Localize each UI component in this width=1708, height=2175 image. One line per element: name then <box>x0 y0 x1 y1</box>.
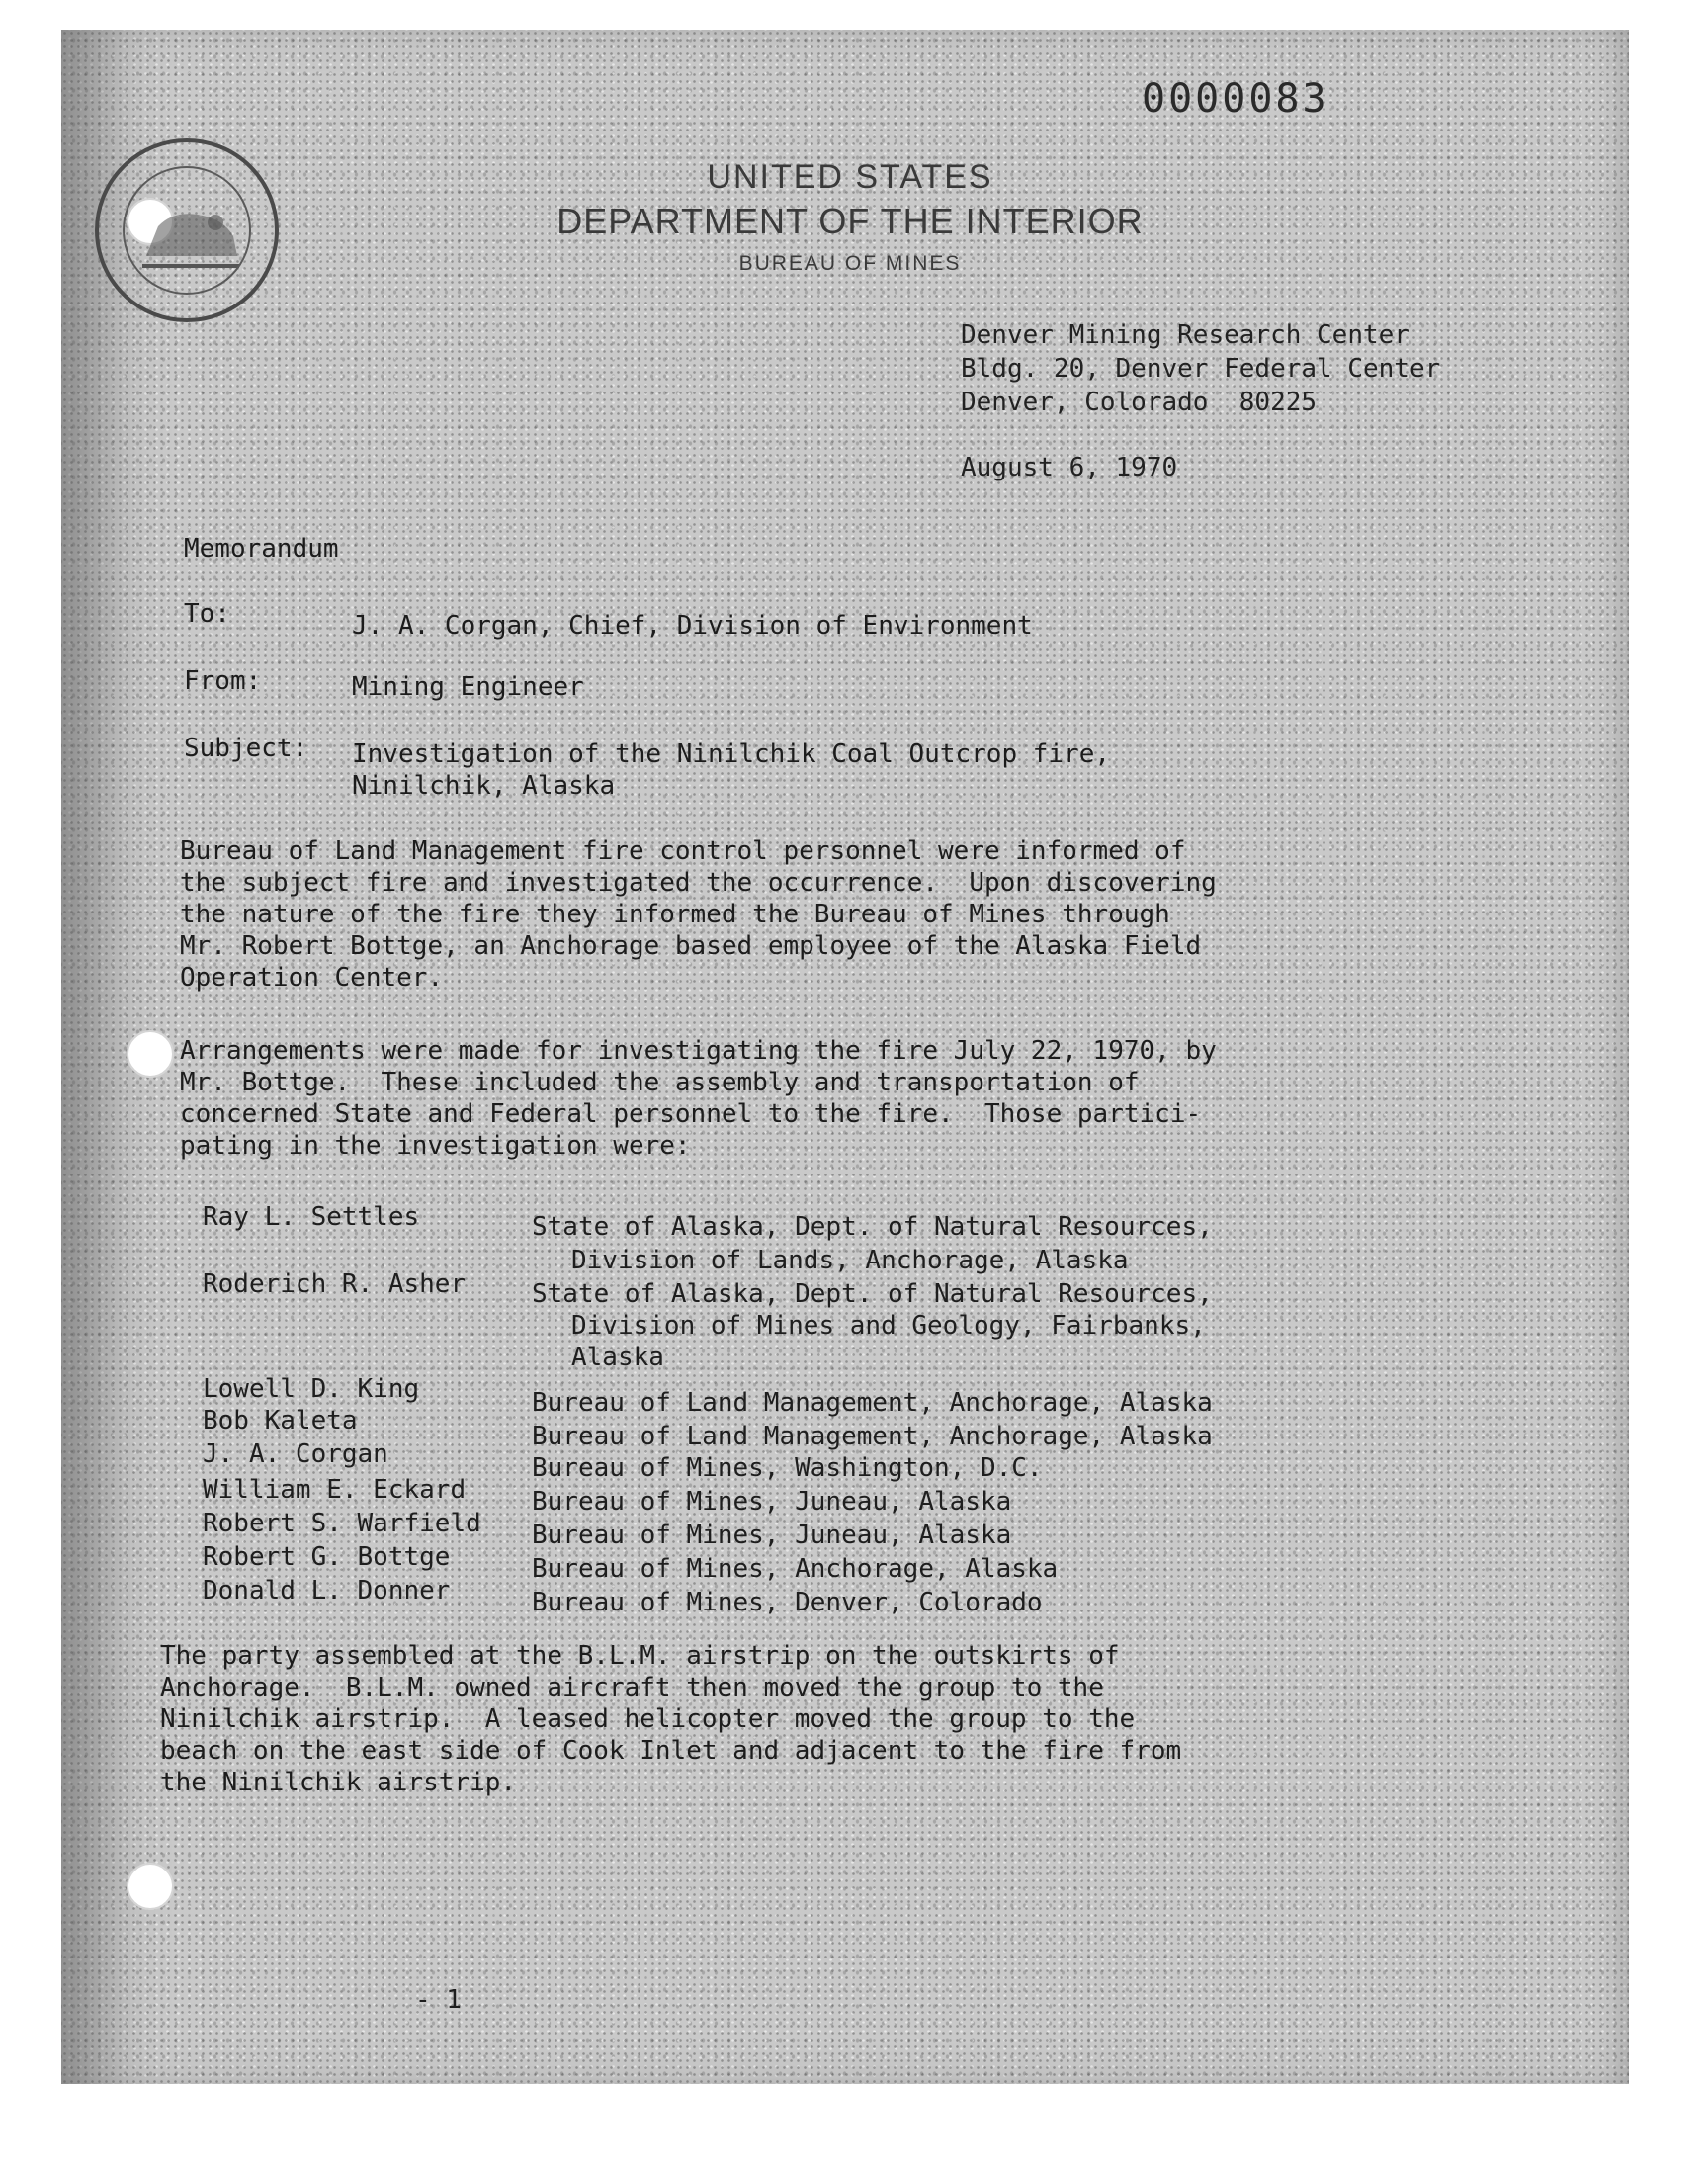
from-value: Mining Engineer <box>352 672 584 702</box>
participant-name: J. A. Corgan <box>203 1439 388 1469</box>
participant-name: Robert S. Warfield <box>203 1509 481 1538</box>
participant-affiliation: Bureau of Mines, Juneau, Alaska <box>532 1521 1012 1550</box>
page-mark: - 1 <box>415 1985 462 2015</box>
agency-line-2: DEPARTMENT OF THE INTERIOR <box>556 201 1144 241</box>
paragraph-2-line-3: concerned State and Federal personnel to the fire. Those partici- <box>180 1099 1202 1129</box>
memo-date: August 6, 1970 <box>961 453 1178 482</box>
subject-line-1: Investigation of the Ninilchik Coal Outcrop fire, <box>352 740 1111 769</box>
punch-hole-middle <box>127 1030 174 1078</box>
paragraph-3-line-2: Anchorage. B.L.M. owned aircraft then moved the group to the <box>160 1673 1104 1702</box>
participant-affiliation: State of Alaska, Dept. of Natural Resources, <box>532 1212 1213 1242</box>
paragraph-3-line-3: Ninilchik airstrip. A leased helicopter moved the group to the <box>160 1704 1136 1734</box>
agency-line-1: UNITED STATES <box>707 158 993 196</box>
participant-name: Lowell D. King <box>203 1374 420 1404</box>
participant-name: Robert G. Bottge <box>203 1542 451 1572</box>
participant-name: William E. Eckard <box>203 1475 467 1505</box>
paragraph-2-line-1: Arrangements were made for investigating the fire July 22, 1970, by <box>180 1036 1217 1066</box>
department-seal-icon <box>95 138 279 322</box>
participant-name: Bob Kaleta <box>203 1406 358 1436</box>
subject-label: Subject: <box>184 734 308 763</box>
paragraph-1-line-5: Operation Center. <box>180 963 444 993</box>
paragraph-2-line-2: Mr. Bottge. These included the assembly and transportation of <box>180 1068 1140 1097</box>
document-number: 0000083 <box>1142 76 1329 122</box>
participant-affiliation: Bureau of Land Management, Anchorage, Alaska <box>532 1422 1213 1451</box>
to-value: J. A. Corgan, Chief, Division of Environment <box>352 611 1033 641</box>
participant-affiliation: Bureau of Mines, Denver, Colorado <box>532 1588 1043 1617</box>
from-label: From: <box>184 666 262 696</box>
participant-affiliation: Division of Mines and Geology, Fairbanks, <box>571 1311 1206 1341</box>
address-line-3: Denver, Colorado 80225 <box>961 388 1318 417</box>
participant-affiliation: Alaska <box>571 1343 664 1372</box>
paragraph-3-line-4: beach on the east side of Cook Inlet and adjacent to the fire from <box>160 1736 1182 1766</box>
participant-name: Donald L. Donner <box>203 1576 451 1606</box>
participant-affiliation: Bureau of Mines, Washington, D.C. <box>532 1453 1043 1483</box>
paragraph-1-line-1: Bureau of Land Management fire control personnel were informed of <box>180 836 1186 866</box>
address-line-1: Denver Mining Research Center <box>961 320 1409 350</box>
punch-hole-bottom <box>127 1863 174 1910</box>
paragraph-1-line-3: the nature of the fire they informed the Bureau of Mines through <box>180 900 1170 929</box>
paragraph-2-line-4: pating in the investigation were: <box>180 1131 691 1161</box>
participant-affiliation: Division of Lands, Anchorage, Alaska <box>571 1246 1129 1275</box>
paragraph-3-line-1: The party assembled at the B.L.M. airstrip on the outskirts of <box>160 1641 1120 1671</box>
paragraph-1-line-4: Mr. Robert Bottge, an Anchorage based employee of the Alaska Field <box>180 931 1202 961</box>
participant-affiliation: Bureau of Mines, Juneau, Alaska <box>532 1487 1012 1517</box>
address-line-2: Bldg. 20, Denver Federal Center <box>961 354 1441 384</box>
memo-label: Memorandum <box>184 534 339 564</box>
subject-line-2: Ninilchik, Alaska <box>352 771 616 801</box>
participant-name: Ray L. Settles <box>203 1202 420 1232</box>
participant-affiliation: Bureau of Mines, Anchorage, Alaska <box>532 1554 1059 1584</box>
participant-affiliation: State of Alaska, Dept. of Natural Resources, <box>532 1279 1213 1309</box>
paragraph-1-line-2: the subject fire and investigated the occurrence. Upon discovering <box>180 868 1217 898</box>
paragraph-3-line-5: the Ninilchik airstrip. <box>160 1768 517 1797</box>
agency-line-3: BUREAU OF MINES <box>738 252 962 275</box>
participant-name: Roderich R. Asher <box>203 1269 467 1299</box>
to-label: To: <box>184 599 230 629</box>
participant-affiliation: Bureau of Land Management, Anchorage, Alaska <box>532 1388 1213 1418</box>
